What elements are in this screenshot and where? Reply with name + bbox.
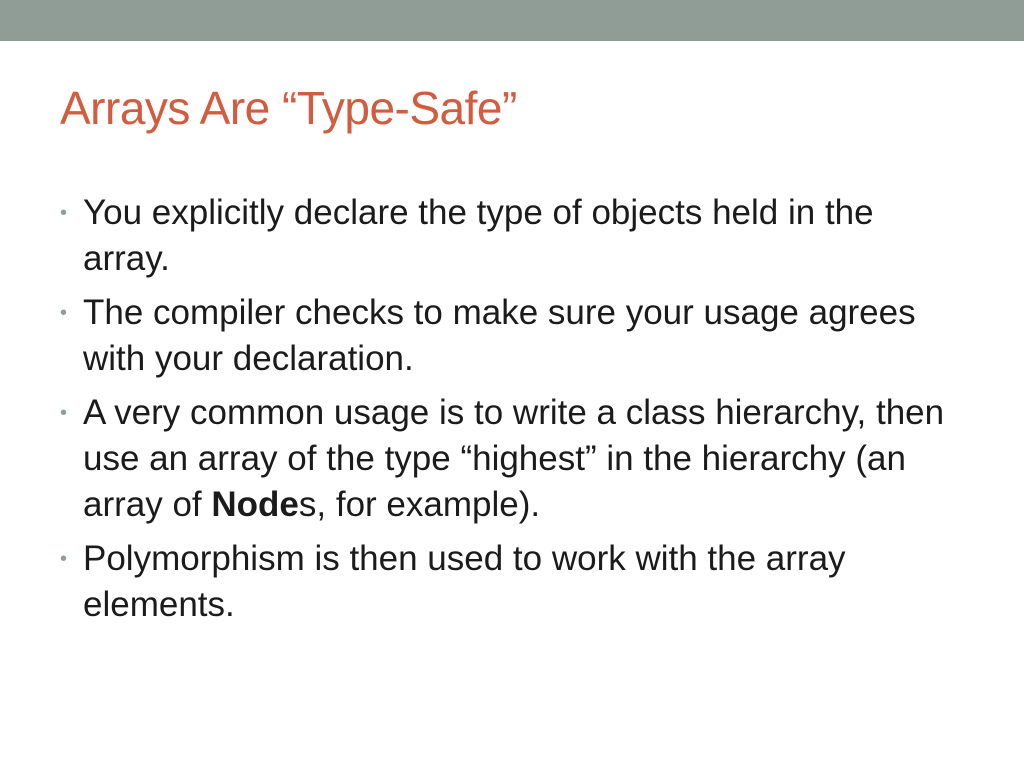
bullet-text: Polymorphism is then used to work with the array elements.: [83, 539, 846, 624]
top-banner-bar: [0, 0, 1024, 41]
slide-title: Arrays Are “Type-Safe”: [60, 82, 517, 134]
bullet-item: [60, 536, 960, 628]
bullet-dot-icon: •: [60, 202, 68, 224]
bullet-text-bold: Node: [211, 485, 299, 524]
bullet-list: [60, 190, 960, 636]
bullet-dot-icon: •: [60, 402, 68, 424]
bullet-text-after: s, for example).: [298, 485, 541, 524]
bullet-text: You explicitly declare the type of objects held in the array.: [83, 193, 874, 278]
bullet-item: [60, 190, 960, 282]
bullet-item: [60, 290, 960, 382]
bullet-dot-icon: •: [60, 548, 68, 570]
bullet-item: [60, 390, 960, 528]
bullet-text: The compiler checks to make sure your usage agrees with your declaration.: [83, 293, 916, 378]
bullet-text-before: A very common usage is to write a class hierarchy, then use an array of the type “highest” in the hierarchy (an array of: [83, 393, 945, 524]
bullet-dot-icon: •: [60, 302, 68, 324]
